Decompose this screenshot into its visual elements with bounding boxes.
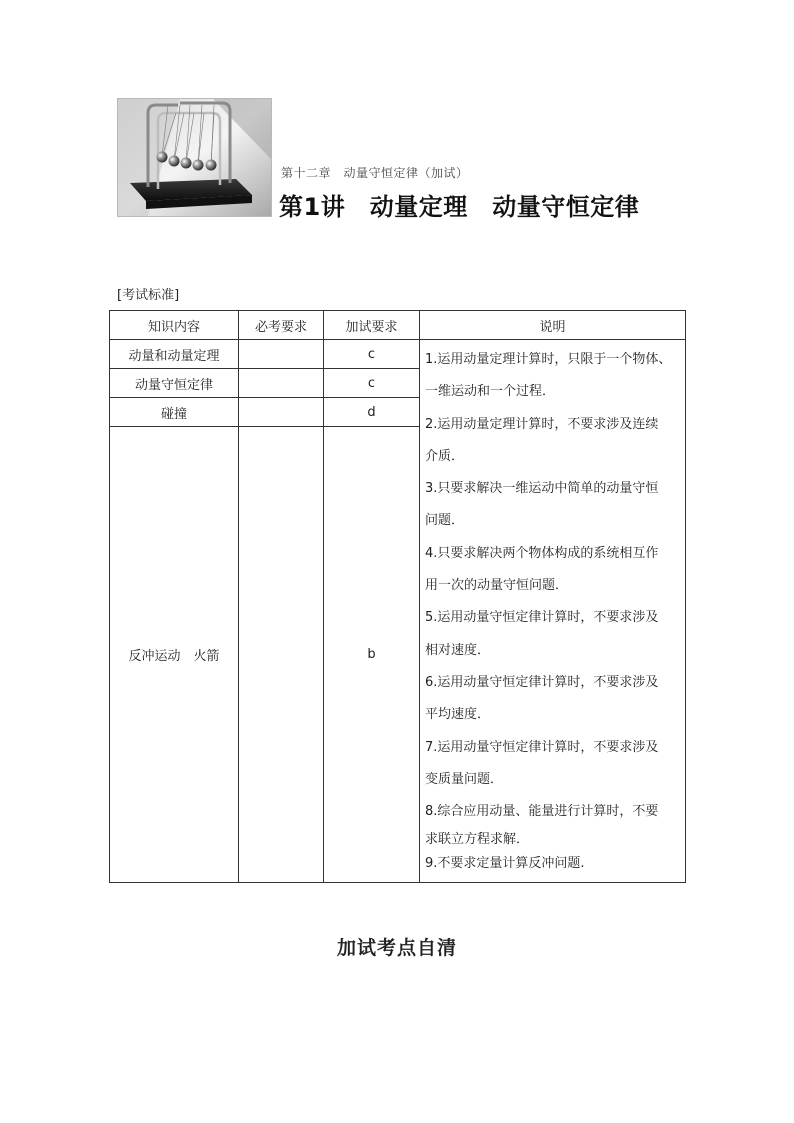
lecture-title: 第1讲 动量定理 动量守恒定律 <box>279 193 640 221</box>
note-line: 5.运用动量守恒定律计算时，不要求涉及 <box>425 610 659 626</box>
note-line: 平均速度． <box>425 707 491 723</box>
row-extra: d <box>324 398 420 427</box>
row-content: 碰撞 <box>110 398 239 427</box>
row-content: 反冲运动 火箭 <box>110 427 239 883</box>
note-line: 介质． <box>425 448 465 464</box>
table-header-row <box>110 311 686 340</box>
exam-standards-table <box>109 310 686 883</box>
note-line: 1.运用动量定理计算时，只限于一个物体、 <box>425 352 672 367</box>
note-line: 问题． <box>425 513 465 529</box>
note-line: 一维运动和一个过程． <box>425 384 556 400</box>
row-extra: c <box>324 340 420 369</box>
standards-label: [考试标准] <box>117 288 180 303</box>
note-line: 8.综合应用动量、能量进行计算时，不要 <box>425 804 659 820</box>
note-line: 7.运用动量守恒定律计算时，不要求涉及 <box>425 739 659 755</box>
note-line: 相对速度． <box>425 642 491 658</box>
row-required <box>239 340 324 369</box>
note-line: 2.运用动量定理计算时，不要求涉及连续 <box>425 416 659 432</box>
chapter-header: 第十二章 动量守恒定律（加试） <box>281 166 469 180</box>
newtons-cradle-image <box>117 98 272 217</box>
header-extra: 加试要求 <box>324 311 420 340</box>
row-required <box>239 427 324 883</box>
note-line: 3.只要求解决一维运动中简单的动量守恒 <box>425 481 659 497</box>
row-extra: c <box>324 369 420 398</box>
note-line: 9.不要求定量计算反冲问题. <box>425 856 585 872</box>
row-required <box>239 369 324 398</box>
note-line: 6.运用动量守恒定律计算时，不要求涉及 <box>425 674 659 690</box>
row-content: 动量守恒定律 <box>110 369 239 398</box>
note-line: 用一次的动量守恒问题． <box>425 578 569 594</box>
header-notes: 说明 <box>420 311 686 340</box>
header-required: 必考要求 <box>239 311 324 340</box>
row-required <box>239 398 324 427</box>
table-row <box>110 340 686 369</box>
note-line: 变质量问题． <box>425 771 504 787</box>
notes-cell <box>420 340 686 883</box>
note-line: 4.只要求解决两个物体构成的系统相互作 <box>425 545 659 561</box>
header-content: 知识内容 <box>110 311 239 340</box>
row-extra: b <box>324 427 420 883</box>
section-heading: 加试考点自清 <box>336 937 457 959</box>
note-line: 求联立方程求解． <box>425 832 530 848</box>
row-content: 动量和动量定理 <box>110 340 239 369</box>
